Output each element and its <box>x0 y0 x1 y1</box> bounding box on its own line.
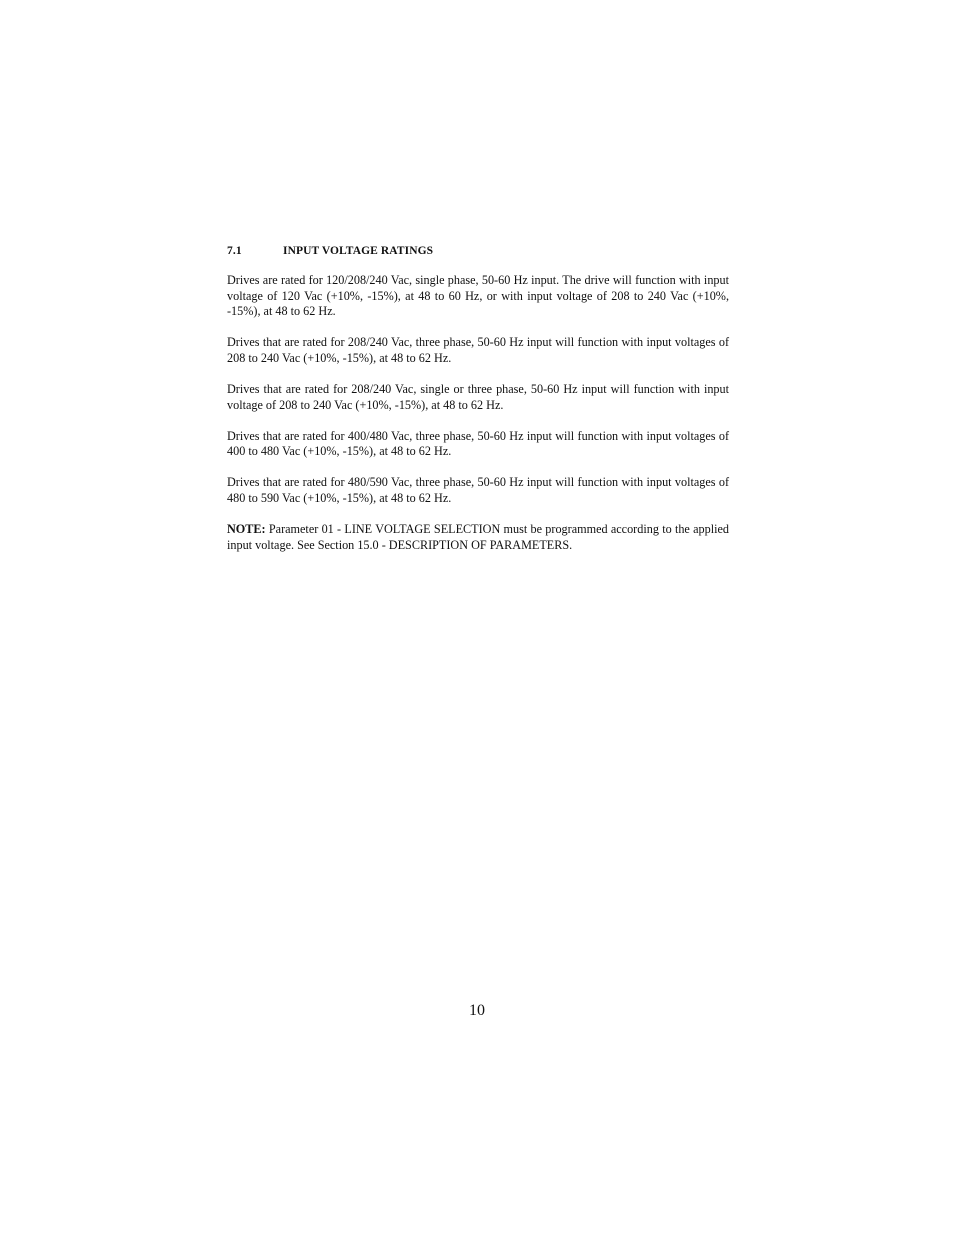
note-text: Parameter 01 - LINE VOLTAGE SELECTION must be programmed according to the applied input voltage. See Section 15.0 - DESCRIPTION OF PARAMETERS. <box>227 522 729 552</box>
paragraph-208-240-three-phase: Drives that are rated for 208/240 Vac, three phase, 50-60 Hz input will function with input voltages of 208 to 240 Vac (+10%, -15%), at 48 to 62 Hz. <box>227 335 729 365</box>
paragraph-480-590-three-phase: Drives that are rated for 480/590 Vac, three phase, 50-60 Hz input will function with input voltages of 480 to 590 Vac (+10%, -15%), at 48 to 62 Hz. <box>227 475 729 505</box>
section-title: INPUT VOLTAGE RATINGS <box>283 245 434 257</box>
section-content <box>227 244 729 569</box>
page-number: 10 <box>469 1002 485 1019</box>
note-paragraph <box>227 522 729 553</box>
paragraph-400-480-three-phase: Drives that are rated for 400/480 Vac, three phase, 50-60 Hz input will function with input voltages of 400 to 480 Vac (+10%, -15%), at 48 to 62 Hz. <box>227 428 729 459</box>
paragraph-single-phase-rating: Drives are rated for 120/208/240 Vac, single phase, 50-60 Hz input. The drive will function with input voltage of 120 Vac (+10%, -15%), at 48 to 60 Hz, or with input voltage of 208 to 240 Vac (+10%, -15%), at 48 to 62 Hz. <box>227 273 729 319</box>
section-number: 7.1 <box>227 245 242 257</box>
paragraph-208-240-single-or-three-phase: Drives that are rated for 208/240 Vac, single or three phase, 50-60 Hz input will function with input voltage of 208 to 240 Vac (+10%, -15%), at 48 to 62 Hz. <box>227 381 729 412</box>
note-label: NOTE: <box>227 522 266 537</box>
section-heading <box>227 244 729 258</box>
